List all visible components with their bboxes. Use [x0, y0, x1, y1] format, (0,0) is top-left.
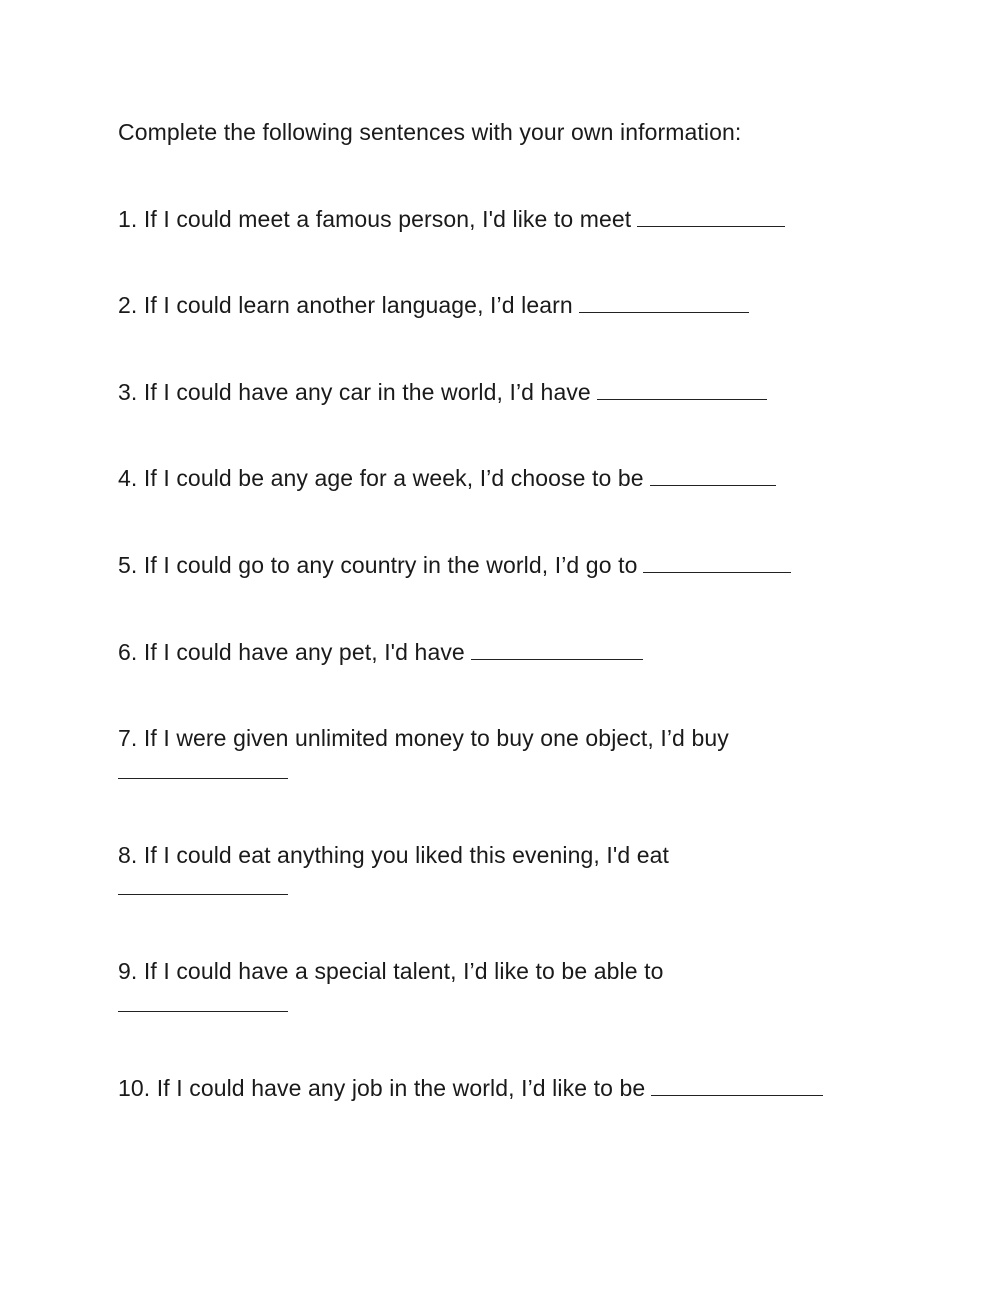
answer-blank-4[interactable]	[650, 465, 776, 486]
instruction-text: Complete the following sentences with your own information:	[118, 119, 742, 145]
answer-blank-6[interactable]	[471, 639, 643, 660]
sentence-5-text: 5. If I could go to any country in the world, I’d go to	[118, 552, 638, 578]
sentence-2-text: 2. If I could learn another language, I’d learn	[118, 292, 573, 318]
sentence-1	[118, 205, 785, 233]
answer-blank-1[interactable]	[637, 206, 785, 227]
sentence-6	[118, 638, 643, 666]
sentence-9: 9. If I could have a special talent, I’d like to be able to	[118, 958, 664, 984]
answer-blank-8[interactable]	[118, 893, 288, 895]
sentence-10-text: 10. If I could have any job in the world, I’d like to be	[118, 1075, 646, 1101]
answer-blank-7[interactable]	[118, 777, 288, 779]
sentence-2	[118, 291, 749, 319]
sentence-7: 7. If I were given unlimited money to buy one object, I’d buy	[118, 725, 729, 751]
answer-blank-2[interactable]	[579, 292, 749, 313]
answer-blank-5[interactable]	[643, 552, 791, 573]
sentence-6-text: 6. If I could have any pet, I'd have	[118, 639, 465, 665]
sentence-10	[118, 1074, 823, 1102]
sentence-5	[118, 551, 791, 579]
sentence-8: 8. If I could eat anything you liked this evening, I'd eat	[118, 842, 670, 868]
sentence-1-text: 1. If I could meet a famous person, I'd like to meet	[118, 206, 632, 232]
sentence-3	[118, 378, 767, 406]
answer-blank-3[interactable]	[597, 379, 767, 400]
sentence-3-text: 3. If I could have any car in the world, I’d have	[118, 379, 591, 405]
sentence-4-text: 4. If I could be any age for a week, I’d choose to be	[118, 465, 644, 491]
answer-blank-10[interactable]	[651, 1075, 823, 1096]
sentence-4	[118, 464, 776, 492]
answer-blank-9[interactable]	[118, 1010, 288, 1012]
